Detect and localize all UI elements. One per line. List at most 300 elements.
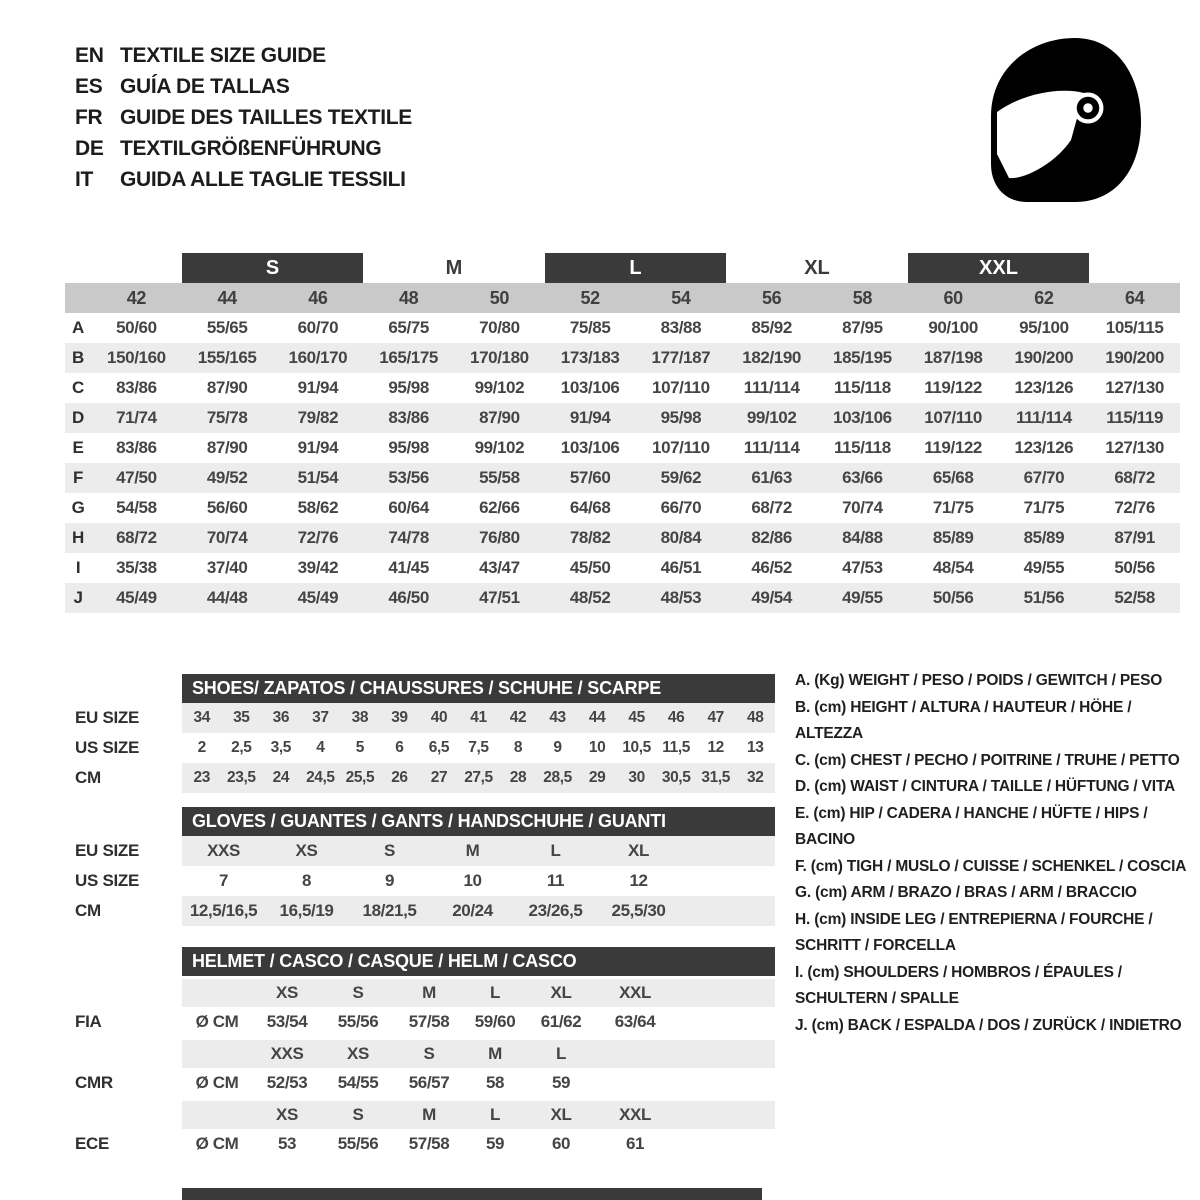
size-number: 62: [999, 283, 1090, 313]
size-value: 51/56: [999, 583, 1090, 613]
size-value: 71/74: [91, 403, 182, 433]
size-value: 187/198: [908, 343, 999, 373]
sub-cell-value: 6: [395, 739, 404, 756]
sub-cell-value: XL: [628, 841, 649, 860]
sub-row: [75, 1068, 775, 1098]
measurement-legend: [795, 668, 1195, 1039]
size-number: 54: [636, 283, 727, 313]
size-value: 60/64: [388, 498, 429, 517]
sub-cells: [182, 703, 775, 733]
size-value: 59/62: [636, 463, 727, 493]
size-value: 85/89: [999, 523, 1090, 553]
measure-row-h: [65, 523, 1180, 553]
shoes-table: [75, 674, 775, 793]
size-value: 46/50: [363, 583, 454, 613]
size-value: 68/72: [1089, 463, 1180, 493]
size-number: 56: [726, 283, 817, 313]
sub-cell-value: 7: [218, 871, 229, 890]
sub-cell-value: 40: [430, 709, 448, 726]
size-value: 115/118: [833, 438, 891, 457]
size-value: 190/200: [999, 343, 1090, 373]
size-value: 37/40: [206, 558, 248, 577]
size-value: 50/60: [116, 318, 157, 337]
row-letter: H: [65, 523, 91, 553]
language-code: ES: [75, 74, 103, 98]
sub-cell-value: L: [556, 1044, 566, 1063]
row-letter: G: [71, 498, 85, 517]
sub-row: [75, 733, 775, 763]
size-value: 111/114: [743, 438, 800, 457]
language-row: [75, 71, 412, 102]
sub-cell-value: XL: [550, 983, 572, 1002]
sub-cell-value: S: [384, 841, 395, 860]
language-list: [75, 40, 412, 195]
sub-cell-value: 37: [312, 709, 329, 726]
full-face-helmet-graphic: [975, 30, 1145, 215]
sub-cell-value: 47: [707, 709, 724, 726]
sub-cell-value: 9: [384, 871, 395, 890]
sub-cell-value: 3,5: [270, 739, 291, 756]
legend-item: F. (cm) TIGH / MUSLO / CUISSE / SCHENKEL / COSCIA: [795, 857, 1187, 875]
sub-row: [75, 1040, 775, 1068]
sub-cell-value: 5: [355, 739, 364, 756]
sub-cell-value: 41: [470, 709, 487, 726]
measure-row-e: [65, 433, 1180, 463]
measure-row-a: [65, 313, 1180, 343]
size-value: 45/49: [91, 583, 182, 613]
language-title: TEXTILGRÖßENFÜHRUNG: [120, 136, 382, 160]
size-value: 155/165: [182, 343, 273, 373]
size-value: 83/86: [116, 438, 157, 457]
sub-cell-value: Ø CM: [195, 1134, 239, 1153]
sub-cell-value: 29: [588, 769, 606, 786]
sub-cell-value: M: [422, 1105, 436, 1124]
language-row: [75, 102, 412, 133]
corner-spacer: [65, 283, 91, 313]
sub-row: [75, 836, 775, 866]
size-value: 61/63: [726, 463, 817, 493]
size-value: 119/122: [924, 438, 982, 457]
size-value: 182/190: [726, 343, 817, 373]
sub-cell-value: 7,5: [468, 739, 489, 756]
sub-cell-value: 58: [485, 1073, 505, 1092]
sub-cell-value: M: [488, 1044, 502, 1063]
size-value: 79/82: [273, 403, 364, 433]
size-value: 123/126: [1014, 378, 1074, 397]
sub-cell-value: 12,5/16,5: [189, 901, 258, 920]
sub-row-label: US SIZE: [75, 871, 140, 890]
measure-row-j: [65, 583, 1180, 613]
sub-cell-value: 2: [197, 739, 206, 756]
size-value: 127/130: [1105, 438, 1164, 457]
size-number: 48: [363, 283, 454, 313]
sub-row: [75, 866, 775, 896]
language-code: FR: [75, 105, 103, 129]
size-value: 95/98: [636, 403, 727, 433]
size-value: 48/53: [636, 583, 727, 613]
size-value: 87/95: [842, 318, 883, 337]
sub-cell-value: XS: [295, 841, 318, 860]
measure-row-b: [65, 343, 1180, 373]
language-title: GUIDA ALLE TAGLIE TESSILI: [120, 167, 406, 191]
row-letter: C: [72, 378, 84, 397]
size-value: 50/56: [908, 583, 999, 613]
size-value: 103/106: [560, 378, 620, 397]
sub-cells: [182, 733, 775, 763]
sub-cell-value: XS: [276, 1105, 298, 1124]
sub-cell-value: 43: [549, 709, 566, 726]
size-number: 60: [908, 283, 999, 313]
size-value: 107/110: [908, 403, 999, 433]
sub-row-label: EU SIZE: [75, 841, 140, 860]
size-value: 68/72: [91, 523, 182, 553]
sub-row: [75, 896, 775, 926]
sub-cell-value: 56/57: [408, 1073, 450, 1092]
sub-cell-value: 26: [391, 769, 408, 786]
sub-cell-value: 11,5: [662, 739, 690, 756]
language-title: TEXTILE SIZE GUIDE: [120, 43, 326, 67]
size-value: 70/74: [182, 523, 273, 553]
size-value: 105/115: [1105, 318, 1164, 337]
size-value: 52/58: [1089, 583, 1180, 613]
sub-cell-value: 8: [513, 739, 523, 756]
sub-cell-value: 9: [553, 739, 562, 756]
shoes-table-title: SHOES/ ZAPATOS / CHAUSSURES / SCHUHE / SCARPE: [182, 674, 775, 703]
language-title: GUÍA DE TALLAS: [120, 74, 290, 98]
size-value: 103/106: [817, 403, 908, 433]
sub-cell-value: 12: [707, 739, 724, 756]
sub-cell-value: 10: [463, 871, 482, 890]
row-letter: F: [65, 463, 91, 493]
size-value: 65/75: [388, 318, 429, 337]
sub-cell-value: 23/26,5: [528, 901, 583, 920]
language-row: [75, 133, 412, 164]
size-value: 49/55: [1023, 558, 1065, 577]
size-value: 45/49: [273, 583, 364, 613]
size-value: 47/50: [91, 463, 182, 493]
size-value: 56/60: [206, 498, 248, 517]
sub-cells: [182, 1101, 775, 1129]
size-number: 50: [454, 283, 545, 313]
sub-cell-value: 25,5: [345, 769, 375, 786]
size-value: 173/183: [545, 343, 636, 373]
sub-row-label: CM: [75, 901, 101, 920]
size-value: 76/80: [454, 523, 545, 553]
sub-cell-value: 10,5: [622, 739, 651, 756]
legend-item: B. (cm) HEIGHT / ALTURA / HAUTEUR / HÖHE / ALTEZZA: [795, 698, 1132, 742]
sub-cell-value: 46: [667, 709, 685, 726]
sub-row: [75, 1129, 775, 1159]
size-value: 177/187: [636, 343, 727, 373]
sub-cell-value: L: [490, 1105, 500, 1124]
sub-cell-value: 25,5/30: [611, 901, 666, 920]
size-value: 70/80: [479, 318, 520, 337]
size-value: 99/102: [474, 438, 525, 457]
size-number-row: [65, 283, 1180, 313]
sub-cell-value: 55/56: [337, 1012, 379, 1031]
sub-cell-value: 28,5: [543, 769, 572, 786]
cropped-next-table-bar: [182, 1188, 762, 1200]
size-value: 95/98: [388, 378, 429, 397]
size-group-xxl: XXL: [908, 253, 1090, 283]
language-title: GUIDE DES TAILLES TEXTILE: [120, 105, 412, 129]
sub-cell-value: 13: [746, 739, 764, 756]
shoes-table-rows: [75, 703, 775, 793]
sub-cell-value: 57/58: [408, 1134, 450, 1153]
sub-cell-value: 60: [551, 1134, 571, 1153]
sub-cell-value: XL: [550, 1105, 572, 1124]
size-number: 44: [182, 283, 273, 313]
language-code: DE: [75, 136, 104, 160]
size-value: 80/84: [636, 523, 727, 553]
sub-cell-value: 31,5: [701, 769, 730, 786]
main-size-table: [65, 253, 1180, 613]
size-value: 107/110: [652, 438, 710, 457]
sub-cell-value: 23: [193, 769, 210, 786]
size-value: 75/85: [569, 318, 611, 337]
sub-cell-value: 4: [316, 739, 325, 756]
sub-cell-value: S: [352, 983, 364, 1002]
helmet-table-title: HELMET / CASCO / CASQUE / HELM / CASCO: [182, 947, 775, 976]
sub-cell-value: 53/54: [266, 1012, 308, 1031]
sub-cell-value: 2,5: [231, 739, 252, 756]
sub-cell-value: 52/53: [266, 1073, 308, 1092]
row-letter: E: [72, 438, 84, 457]
size-value: 91/94: [297, 378, 339, 397]
size-value: 87/91: [1089, 523, 1180, 553]
sub-cells: [182, 866, 775, 896]
size-value: 99/102: [726, 403, 817, 433]
size-value: 71/75: [1023, 498, 1065, 517]
size-value: 85/89: [908, 523, 999, 553]
measure-row-c: [65, 373, 1180, 403]
size-value: 53/56: [363, 463, 454, 493]
size-value: 111/114: [999, 403, 1090, 433]
size-value: 78/82: [545, 523, 636, 553]
size-value: 62/66: [479, 498, 520, 517]
sub-cell-value: L: [550, 841, 561, 860]
sub-cell-value: XXS: [270, 1044, 304, 1063]
size-value: 48/54: [932, 558, 974, 577]
sub-row: [75, 1007, 775, 1037]
sub-cell-value: 38: [351, 709, 369, 726]
size-value: 39/42: [297, 558, 339, 577]
main-size-table-head: [65, 253, 1180, 313]
size-value: 49/55: [817, 583, 908, 613]
size-group-spacer: [65, 253, 182, 283]
sub-cell-value: 27,5: [464, 769, 493, 786]
sub-cell-value: 34: [193, 709, 210, 726]
sub-cell-value: 39: [391, 709, 408, 726]
sub-cell-value: 20/24: [452, 901, 493, 920]
size-value: 170/180: [454, 343, 545, 373]
language-code: IT: [75, 167, 94, 191]
size-value: 41/45: [388, 558, 429, 577]
size-number: 42: [91, 283, 182, 313]
size-number: 64: [1089, 283, 1180, 313]
sub-cell-value: 10: [588, 739, 606, 756]
sub-cell-value: 24,5: [306, 769, 335, 786]
size-value: 74/78: [363, 523, 454, 553]
sub-cell-value: Ø CM: [195, 1073, 239, 1092]
sub-cells: [182, 896, 775, 926]
sub-cell-value: 16,5/19: [279, 901, 334, 920]
gloves-table-rows: [75, 836, 775, 926]
sub-cell-value: XS: [276, 983, 298, 1002]
sub-cell-value: 35: [233, 709, 250, 726]
legend-item: E. (cm) HIP / CADERA / HANCHE / HÜFTE / HIPS / BACINO: [795, 804, 1148, 848]
sub-cells: [182, 1129, 775, 1159]
sub-cell-value: XXL: [619, 1105, 651, 1124]
size-value: 68/72: [751, 498, 792, 517]
helmet-table: [75, 947, 775, 1159]
sub-cell-value: M: [465, 841, 480, 860]
sub-cell-value: 61: [625, 1134, 645, 1153]
size-value: 95/100: [1019, 318, 1069, 337]
sub-row: [75, 979, 775, 1007]
size-value: 123/126: [1014, 438, 1074, 457]
size-value: 90/100: [928, 318, 978, 337]
row-letter: J: [65, 583, 91, 613]
size-value: 49/54: [726, 583, 817, 613]
size-value: 111/114: [743, 378, 800, 397]
legend-item: A. (Kg) WEIGHT / PESO / POIDS / GEWITCH / PESO: [795, 672, 1163, 689]
sub-cell-value: 12: [629, 871, 648, 890]
sub-cells: [182, 763, 775, 793]
size-value: 91/94: [545, 403, 636, 433]
sub-cell-value: 57/58: [408, 1012, 450, 1031]
legend-item: C. (cm) CHEST / PECHO / POITRINE / TRUHE / PETTO: [795, 751, 1180, 769]
row-letter: A: [72, 318, 84, 337]
size-value: 87/90: [454, 403, 545, 433]
sub-cell-value: 48: [746, 709, 764, 726]
sub-cell-value: 63/64: [614, 1012, 656, 1031]
size-group-row: [65, 253, 1180, 283]
sub-cell-value: 28: [509, 769, 527, 786]
size-group-s: S: [182, 253, 364, 283]
size-value: 57/60: [545, 463, 636, 493]
size-value: 43/47: [479, 558, 520, 577]
sub-row-label: ECE: [75, 1134, 110, 1153]
size-value: 83/86: [363, 403, 454, 433]
row-letter: B: [65, 343, 91, 373]
sub-cell-value: 30: [628, 769, 645, 786]
size-value: 185/195: [817, 343, 908, 373]
sub-cell-value: 61/62: [540, 1012, 582, 1031]
language-row: [75, 40, 412, 71]
size-value: 47/53: [842, 558, 883, 577]
sub-cell-value: M: [422, 983, 436, 1002]
sub-cell-value: 32: [746, 769, 764, 786]
sub-cell-value: 36: [272, 709, 290, 726]
sub-cell-value: 11: [546, 871, 565, 890]
sub-cell-value: XXL: [619, 983, 651, 1002]
size-value: 47/51: [454, 583, 545, 613]
size-value: 82/86: [726, 523, 817, 553]
sub-cell-value: 24: [272, 769, 290, 786]
size-value: 190/200: [1089, 343, 1180, 373]
main-size-table-body: [65, 313, 1180, 613]
size-value: 54/58: [116, 498, 157, 517]
sub-row-label: EU SIZE: [75, 708, 140, 727]
size-value: 75/78: [182, 403, 273, 433]
size-value: 72/76: [1114, 498, 1155, 517]
gloves-table-title: GLOVES / GUANTES / GANTS / HANDSCHUHE / GUANTI: [182, 807, 775, 836]
size-group-m: M: [445, 256, 463, 279]
size-number: 58: [817, 283, 908, 313]
size-value: 64/68: [569, 498, 611, 517]
sub-cell-value: XS: [347, 1044, 369, 1063]
size-value: 160/170: [273, 343, 364, 373]
size-value: 35/38: [116, 558, 157, 577]
size-value: 46/51: [660, 558, 702, 577]
sub-cell-value: XXS: [207, 841, 240, 860]
size-value: 65/68: [908, 463, 999, 493]
sub-cell-value: 6,5: [428, 739, 450, 756]
size-value: 71/75: [932, 498, 974, 517]
legend-item: D. (cm) WAIST / CINTURA / TAILLE / HÜFTUNG / VITA: [795, 778, 1175, 795]
size-value: 103/106: [560, 438, 620, 457]
legend-item: H. (cm) INSIDE LEG / ENTREPIERNA / FOURCHE / SCHRITT / FORCELLA: [795, 910, 1153, 954]
sub-cell-value: S: [423, 1044, 435, 1063]
size-value: 127/130: [1105, 378, 1164, 397]
sub-row-label: FIA: [75, 1012, 102, 1031]
size-value: 115/119: [1089, 403, 1180, 433]
legend-item: J. (cm) BACK / ESPALDA / DOS / ZURÜCK / INDIETRO: [795, 1016, 1182, 1034]
sub-cell-value: 18/21,5: [362, 901, 417, 920]
size-value: 48/52: [545, 583, 636, 613]
size-value: 49/52: [182, 463, 273, 493]
size-value: 119/122: [924, 378, 982, 397]
size-number: 46: [273, 283, 364, 313]
sub-cell-value: 53: [277, 1134, 297, 1153]
size-group-spacer: [1089, 253, 1180, 283]
legend-item: G. (cm) ARM / BRAZO / BRAS / ARM / BRACCIO: [795, 884, 1137, 901]
sub-cell-value: 42: [509, 709, 527, 726]
sub-cell-value: 44: [588, 709, 606, 726]
size-value: 95/98: [388, 438, 429, 457]
sub-row-label: CM: [75, 768, 101, 787]
sub-cell-value: Ø CM: [195, 1012, 239, 1031]
measure-row-g: [65, 493, 1180, 523]
size-value: 84/88: [817, 523, 908, 553]
size-value: 72/76: [273, 523, 364, 553]
size-value: 99/102: [474, 378, 525, 397]
size-value: 67/70: [999, 463, 1090, 493]
size-value: 165/175: [363, 343, 454, 373]
helmet-table-rows: [75, 979, 775, 1159]
language-code: EN: [75, 43, 104, 67]
sub-cell-value: 23,5: [227, 769, 256, 786]
size-value: 66/70: [660, 498, 702, 517]
sub-cell-value: 27: [430, 769, 448, 786]
sub-cell-value: 30,5: [661, 769, 691, 786]
size-value: 107/110: [652, 378, 710, 397]
sub-cells: [182, 979, 775, 1007]
helmet-icon: [975, 30, 1145, 215]
measure-row-d: [65, 403, 1180, 433]
measure-row-i: [65, 553, 1180, 583]
measure-row-f: [65, 463, 1180, 493]
sub-cell-value: L: [490, 983, 500, 1002]
size-value: 50/56: [1114, 558, 1155, 577]
size-value: 83/86: [116, 378, 157, 397]
size-value: 60/70: [297, 318, 339, 337]
size-value: 91/94: [297, 438, 339, 457]
size-value: 51/54: [273, 463, 364, 493]
sub-cell-value: 55/56: [337, 1134, 379, 1153]
size-value: 115/118: [833, 378, 891, 397]
